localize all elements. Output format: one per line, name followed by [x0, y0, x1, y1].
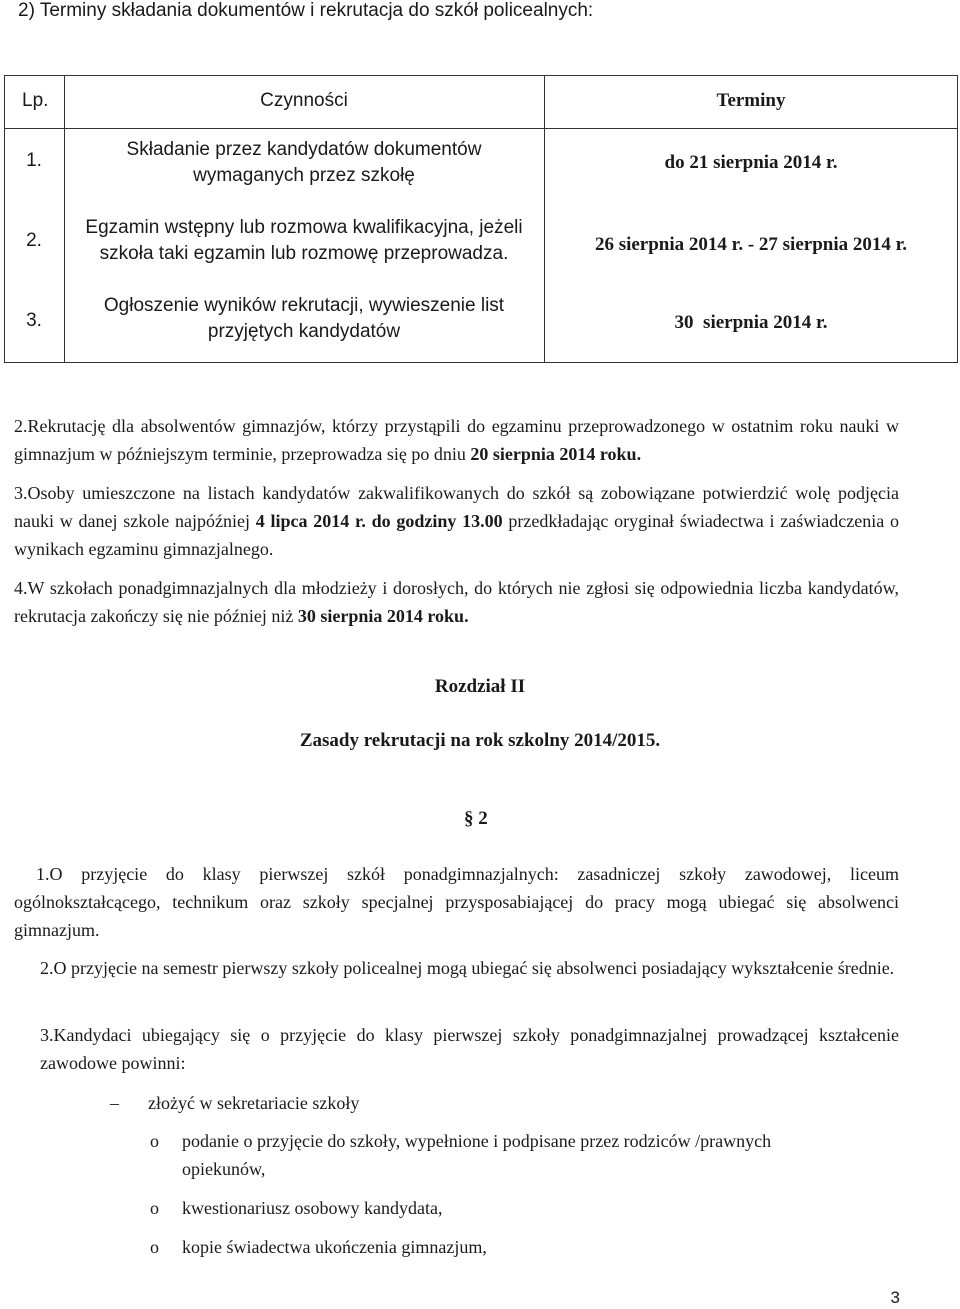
chapter-subtitle: Zasady rekrutacji na rok szkolny 2014/2015. — [299, 730, 661, 751]
paragraph-3 — [14, 479, 899, 563]
section-2-number: 2. — [40, 958, 54, 978]
section-3-text: Kandydaci ubiegający się o przyjęcie do klasy pierwszej szkoły ponadgimnazjalnej prowadzącej kształcenie zawodowe powinni: — [40, 1025, 899, 1073]
bullet-o-icon: o — [150, 1198, 159, 1218]
bullet-o-icon: o — [150, 1131, 159, 1151]
table-divider — [4, 128, 958, 129]
row-1-deadline: do 21 sierpnia 2014 r. — [664, 152, 838, 173]
sub-item-text: kwestionariusz osobowy kandydata, — [182, 1198, 443, 1218]
paragraph-3-text2: przedkładając oryginał świadectwa i zaświadczenia o wynikach egzaminu gimnazjalnego. — [14, 511, 899, 559]
dash-marker: – — [110, 1093, 119, 1113]
row-2-activity-line2: szkoła taki egzamin lub rozmowę przeprowadza. — [99, 243, 509, 264]
bullet-o-icon: o — [150, 1237, 159, 1257]
sub-list-item — [150, 1127, 910, 1183]
sub-item-text: kopie świadectwa ukończenia gimnazjum, — [182, 1237, 487, 1257]
section-3 — [40, 1021, 899, 1077]
row-3-activity-line2: przyjętych kandydatów — [207, 321, 401, 342]
chapter-title: Rozdział II — [434, 676, 526, 697]
row-1-activity-line2: wymaganych przez szkołę — [193, 165, 415, 186]
section-3-number: 3. — [40, 1025, 54, 1045]
section-1-text: O przyjęcie do klasy pierwszej szkół ponadgimnazjalnych: zasadniczej szkoły zawodowej, liceum ogólnokształcącego, technikum oraz szkoły specjalnej przysposabiającej do pracy mogą ubiegać się absolwenci gimnazjum. — [14, 864, 899, 940]
dash-list-item — [110, 1089, 359, 1117]
paragraph-3-number: 3. — [14, 483, 28, 503]
paragraph-3-text1: Osoby umieszczone na listach kandydatów zakwalifikowanych do szkół są zobowiązane potwierdzić wolę podjęcia nauki w danej szkole najpóźniej — [14, 483, 899, 531]
dash-item-text: złożyć w sekretariacie szkoły — [148, 1093, 360, 1113]
row-2-lp: 2. — [26, 230, 42, 251]
paragraph-4 — [14, 574, 899, 630]
section-heading: 2) Terminy składania dokumentów i rekrutacja do szkół policealnych: — [18, 0, 594, 21]
sub-list-item — [150, 1233, 487, 1261]
paragraph-3-deadline: 4 lipca 2014 r. do godziny 13.00 — [255, 511, 503, 531]
sub-list-item — [150, 1194, 442, 1222]
row-2-activity — [64, 215, 544, 267]
sub-item-line1: podanie o przyjęcie do szkoły, wypełnione i podpisane przez rodziców /prawnych — [182, 1131, 772, 1151]
section-1 — [14, 860, 899, 944]
paragraph-4-text: W szkołach ponadgimnazjalnych dla młodzieży i dorosłych, do których nie zgłosi się odpowiednia liczba kandydatów, rekrutacja zakończy się nie później niż — [14, 578, 899, 626]
header-lp: Lp. — [22, 90, 49, 111]
header-terminy: Terminy — [716, 90, 786, 111]
paragraph-4-number: 4. — [14, 578, 28, 598]
paragraph-4-date: 30 sierpnia 2014 roku. — [297, 606, 469, 626]
row-1-activity-line1: Składanie przez kandydatów dokumentów — [126, 139, 482, 160]
sub-item-line2: opiekunów, — [182, 1159, 266, 1179]
paragraph-2-date: 20 sierpnia 2014 roku. — [470, 444, 642, 464]
page-number: 3 — [890, 1288, 900, 1307]
paragraph-2-text: Rekrutację dla absolwentów gimnazjów, którzy przystąpili do egzaminu przeprowadzonego w ostatnim roku nauki w gimnazjum w późniejszym terminie, przeprowadza się po dniu — [14, 416, 899, 464]
row-3-activity-line1: Ogłoszenie wyników rekrutacji, wywieszenie list — [103, 295, 505, 316]
section-2-text: O przyjęcie na semestr pierwszy szkoły policealnej mogą ubiegać się absolwenci posiadający wykształcenie średnie. — [53, 958, 895, 978]
row-2-activity-line1: Egzamin wstępny lub rozmowa kwalifikacyjna, jeżeli — [85, 217, 523, 238]
section-1-number: 1. — [36, 864, 50, 884]
schedule-table — [4, 75, 958, 363]
table-border-top — [4, 75, 958, 76]
row-1-lp: 1. — [26, 150, 42, 171]
table-border-bottom — [4, 362, 958, 363]
paragraph-2 — [14, 412, 899, 468]
row-3-activity — [64, 293, 544, 345]
header-czynnosci: Czynności — [260, 90, 348, 111]
row-3-deadline: 30 sierpnia 2014 r. — [674, 312, 828, 333]
row-1-activity — [64, 137, 544, 189]
row-2-deadline: 26 sierpnia 2014 r. - 27 sierpnia 2014 r. — [594, 234, 908, 255]
section-mark: § 2 — [464, 808, 488, 829]
row-3-lp: 3. — [26, 310, 42, 331]
section-2 — [40, 954, 899, 982]
paragraph-2-number: 2. — [14, 416, 28, 436]
